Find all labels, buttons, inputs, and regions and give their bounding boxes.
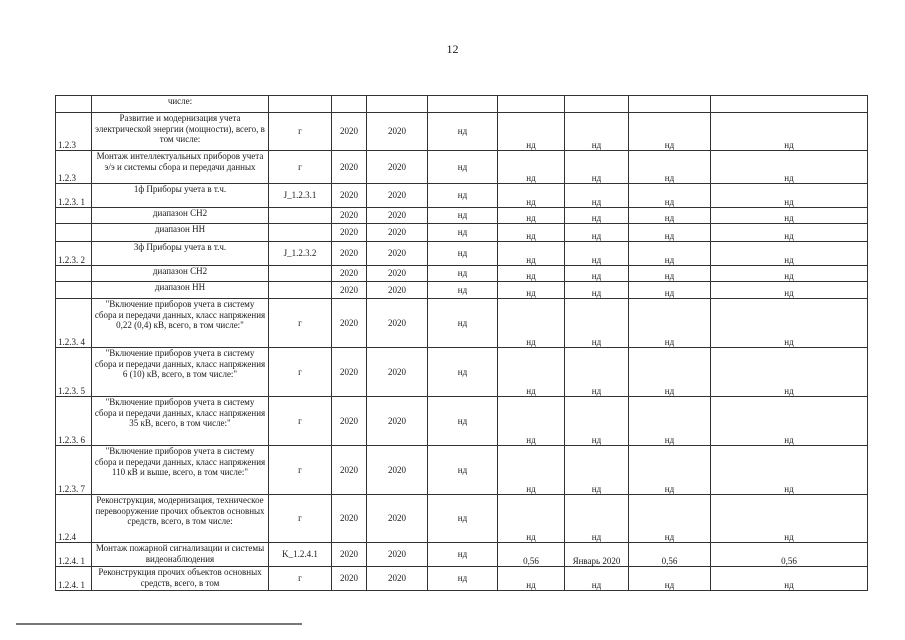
row-value-4: нд bbox=[711, 397, 868, 446]
row-value-4: нд bbox=[711, 266, 868, 282]
row-value-3: нд bbox=[629, 446, 711, 495]
row-status: нд bbox=[428, 151, 498, 184]
row-value-1: 0,56 bbox=[498, 543, 565, 567]
row-number: 1.2.3. 4 bbox=[56, 299, 92, 348]
row-name: Развитие и модернизация учета электрической энергии (мощности), всего, в том числе: bbox=[92, 113, 269, 151]
row-year-end: 2020 bbox=[367, 282, 428, 299]
row-value-3: нд bbox=[629, 348, 711, 397]
table-row bbox=[56, 495, 868, 543]
row-code bbox=[269, 266, 332, 282]
row-value-3: нд bbox=[629, 397, 711, 446]
table-row bbox=[56, 567, 868, 591]
row-year-end: 2020 bbox=[367, 113, 428, 151]
row-status: нд bbox=[428, 495, 498, 543]
row-value-4: нд bbox=[711, 495, 868, 543]
row-value-1: нд bbox=[498, 224, 565, 242]
row-code: K_1.2.4.1 bbox=[269, 543, 332, 567]
row-value-3: нд bbox=[629, 113, 711, 151]
row-status: нд bbox=[428, 282, 498, 299]
row-value-2: нд bbox=[565, 348, 629, 397]
row-status bbox=[428, 96, 498, 113]
row-year-end: 2020 bbox=[367, 567, 428, 591]
row-year-start: 2020 bbox=[332, 151, 367, 184]
table-row bbox=[56, 543, 868, 567]
row-value-2: нд bbox=[565, 397, 629, 446]
row-value-1: нд bbox=[498, 299, 565, 348]
row-status: нд bbox=[428, 567, 498, 591]
table-row bbox=[56, 113, 868, 151]
table-row bbox=[56, 446, 868, 495]
row-value-1: нд bbox=[498, 184, 565, 208]
row-code: г bbox=[269, 446, 332, 495]
row-name: диапазон НН bbox=[92, 282, 269, 299]
row-value-4: нд bbox=[711, 224, 868, 242]
row-value-2: нд bbox=[565, 299, 629, 348]
row-code: J_1.2.3.2 bbox=[269, 242, 332, 266]
row-value-1: нд bbox=[498, 242, 565, 266]
row-value-4: нд bbox=[711, 208, 868, 224]
row-value-2: нд bbox=[565, 266, 629, 282]
row-value-1: нд bbox=[498, 446, 565, 495]
row-number: 1.2.4. 1 bbox=[56, 567, 92, 591]
row-year-start: 2020 bbox=[332, 184, 367, 208]
row-year-start: 2020 bbox=[332, 446, 367, 495]
row-number: 1.2.3. 5 bbox=[56, 348, 92, 397]
row-status: нд bbox=[428, 208, 498, 224]
row-value-2: нд bbox=[565, 567, 629, 591]
table-row bbox=[56, 184, 868, 208]
row-value-4: нд bbox=[711, 151, 868, 184]
row-value-4: нд bbox=[711, 242, 868, 266]
row-year-end: 2020 bbox=[367, 446, 428, 495]
row-value-1: нд bbox=[498, 567, 565, 591]
row-year-end: 2020 bbox=[367, 184, 428, 208]
row-value-4: нд bbox=[711, 446, 868, 495]
row-number: 1.2.3. 7 bbox=[56, 446, 92, 495]
row-value-2 bbox=[565, 96, 629, 113]
row-year-start: 2020 bbox=[332, 242, 367, 266]
row-year-end: 2020 bbox=[367, 208, 428, 224]
row-code: г bbox=[269, 567, 332, 591]
row-value-1: нд bbox=[498, 113, 565, 151]
row-code: г bbox=[269, 495, 332, 543]
table-row bbox=[56, 266, 868, 282]
row-status: нд bbox=[428, 543, 498, 567]
row-year-start: 2020 bbox=[332, 113, 367, 151]
row-code: г bbox=[269, 299, 332, 348]
row-value-4: нд bbox=[711, 299, 868, 348]
table-row bbox=[56, 242, 868, 266]
row-year-start: 2020 bbox=[332, 266, 367, 282]
row-name: "Включение приборов учета в систему сбора и передачи данных, класс напряжения 35 кВ, всего, в том числе:" bbox=[92, 397, 269, 446]
page-number: 12 bbox=[446, 42, 459, 56]
row-value-3: нд bbox=[629, 208, 711, 224]
row-value-2: нд bbox=[565, 282, 629, 299]
row-name: диапазон СН2 bbox=[92, 266, 269, 282]
row-number: 1.2.3. 1 bbox=[56, 184, 92, 208]
row-value-3: нд bbox=[629, 282, 711, 299]
row-value-3: нд bbox=[629, 224, 711, 242]
row-value-3: нд bbox=[629, 495, 711, 543]
row-value-2: нд bbox=[565, 224, 629, 242]
table-row bbox=[56, 299, 868, 348]
row-name: диапазон НН bbox=[92, 224, 269, 242]
row-code: г bbox=[269, 151, 332, 184]
row-number bbox=[56, 266, 92, 282]
row-name: Монтаж интеллектуальных приборов учета э/э и системы сбора и передачи данных bbox=[92, 151, 269, 184]
row-number bbox=[56, 224, 92, 242]
table-row bbox=[56, 96, 868, 113]
row-year-start: 2020 bbox=[332, 543, 367, 567]
row-value-4 bbox=[711, 96, 868, 113]
row-value-1: нд bbox=[498, 208, 565, 224]
investment-table bbox=[55, 95, 868, 591]
row-number: 1.2.3. 6 bbox=[56, 397, 92, 446]
row-year-start: 2020 bbox=[332, 397, 367, 446]
row-year-end: 2020 bbox=[367, 397, 428, 446]
row-code bbox=[269, 282, 332, 299]
row-code: г bbox=[269, 113, 332, 151]
row-name: Монтаж пожарной сигнализации и системы видеонаблюдения bbox=[92, 543, 269, 567]
row-code: г bbox=[269, 348, 332, 397]
row-value-1: нд bbox=[498, 397, 565, 446]
row-code: г bbox=[269, 397, 332, 446]
row-value-2: нд bbox=[565, 184, 629, 208]
row-status: нд bbox=[428, 299, 498, 348]
row-status: нд bbox=[428, 184, 498, 208]
row-value-4: нд bbox=[711, 113, 868, 151]
row-name: Реконструкция прочих объектов основных средств, всего, в том bbox=[92, 567, 269, 591]
table-row bbox=[56, 397, 868, 446]
row-year-start: 2020 bbox=[332, 282, 367, 299]
row-name: диапазон СН2 bbox=[92, 208, 269, 224]
row-status: нд bbox=[428, 446, 498, 495]
row-value-3: нд bbox=[629, 567, 711, 591]
row-name: Реконструкция, модернизация, техническое перевооружение прочих объектов основных средств, всего, в том числе: bbox=[92, 495, 269, 543]
row-year-end: 2020 bbox=[367, 348, 428, 397]
row-code: J_1.2.3.1 bbox=[269, 184, 332, 208]
row-number bbox=[56, 96, 92, 113]
row-value-4: нд bbox=[711, 567, 868, 591]
row-value-2: нд bbox=[565, 113, 629, 151]
row-status: нд bbox=[428, 224, 498, 242]
row-value-4: нд bbox=[711, 348, 868, 397]
row-value-3 bbox=[629, 96, 711, 113]
row-value-1 bbox=[498, 96, 565, 113]
row-number: 1.2.4. 1 bbox=[56, 543, 92, 567]
row-value-3: нд bbox=[629, 299, 711, 348]
row-status: нд bbox=[428, 266, 498, 282]
table-row bbox=[56, 151, 868, 184]
row-value-2: нд bbox=[565, 446, 629, 495]
row-year-start: 2020 bbox=[332, 224, 367, 242]
row-year-start: 2020 bbox=[332, 348, 367, 397]
row-value-1: нд bbox=[498, 282, 565, 299]
row-year-end: 2020 bbox=[367, 242, 428, 266]
row-value-4: 0,56 bbox=[711, 543, 868, 567]
row-value-2: нд bbox=[565, 242, 629, 266]
table-row bbox=[56, 224, 868, 242]
row-year-start: 2020 bbox=[332, 567, 367, 591]
row-value-3: 0,56 bbox=[629, 543, 711, 567]
row-year-start bbox=[332, 96, 367, 113]
row-value-3: нд bbox=[629, 242, 711, 266]
row-year-end: 2020 bbox=[367, 495, 428, 543]
table-row bbox=[56, 348, 868, 397]
row-code bbox=[269, 208, 332, 224]
row-code bbox=[269, 96, 332, 113]
row-number: 1.2.4 bbox=[56, 495, 92, 543]
row-value-4: нд bbox=[711, 184, 868, 208]
row-name: числе: bbox=[92, 96, 269, 113]
row-name: 3ф Приборы учета в т.ч. bbox=[92, 242, 269, 266]
row-value-2: Январь 2020 bbox=[565, 543, 629, 567]
row-number: 1.2.3 bbox=[56, 151, 92, 184]
table-row bbox=[56, 282, 868, 299]
row-name: 1ф Приборы учета в т.ч. bbox=[92, 184, 269, 208]
row-number: 1.2.3 bbox=[56, 113, 92, 151]
row-name: "Включение приборов учета в систему сбора и передачи данных, класс напряжения 110 кВ и выше, всего, в том числе:" bbox=[92, 446, 269, 495]
row-number: 1.2.3. 2 bbox=[56, 242, 92, 266]
row-value-4: нд bbox=[711, 282, 868, 299]
row-year-end: 2020 bbox=[367, 543, 428, 567]
row-code bbox=[269, 224, 332, 242]
row-value-3: нд bbox=[629, 151, 711, 184]
row-status: нд bbox=[428, 242, 498, 266]
row-year-start: 2020 bbox=[332, 495, 367, 543]
table-row bbox=[56, 208, 868, 224]
row-year-end: 2020 bbox=[367, 266, 428, 282]
row-year-start: 2020 bbox=[332, 208, 367, 224]
row-status: нд bbox=[428, 397, 498, 446]
row-year-start: 2020 bbox=[332, 299, 367, 348]
row-number bbox=[56, 282, 92, 299]
row-value-2: нд bbox=[565, 495, 629, 543]
row-status: нд bbox=[428, 348, 498, 397]
row-value-1: нд bbox=[498, 348, 565, 397]
row-year-end: 2020 bbox=[367, 299, 428, 348]
footer-rule bbox=[16, 623, 302, 625]
row-year-end: 2020 bbox=[367, 151, 428, 184]
row-value-2: нд bbox=[565, 208, 629, 224]
row-value-3: нд bbox=[629, 184, 711, 208]
row-value-1: нд bbox=[498, 266, 565, 282]
row-value-1: нд bbox=[498, 151, 565, 184]
row-value-2: нд bbox=[565, 151, 629, 184]
row-status: нд bbox=[428, 113, 498, 151]
row-value-1: нд bbox=[498, 495, 565, 543]
row-year-end bbox=[367, 96, 428, 113]
row-year-end: 2020 bbox=[367, 224, 428, 242]
row-name: "Включение приборов учета в систему сбора и передачи данных, класс напряжения 6 (10) кВ, всего, в том числе:" bbox=[92, 348, 269, 397]
row-number bbox=[56, 208, 92, 224]
row-name: "Включение приборов учета в систему сбора и передачи данных, класс напряжения 0,22 (0,4) кВ, всего, в том числе:" bbox=[92, 299, 269, 348]
row-value-3: нд bbox=[629, 266, 711, 282]
